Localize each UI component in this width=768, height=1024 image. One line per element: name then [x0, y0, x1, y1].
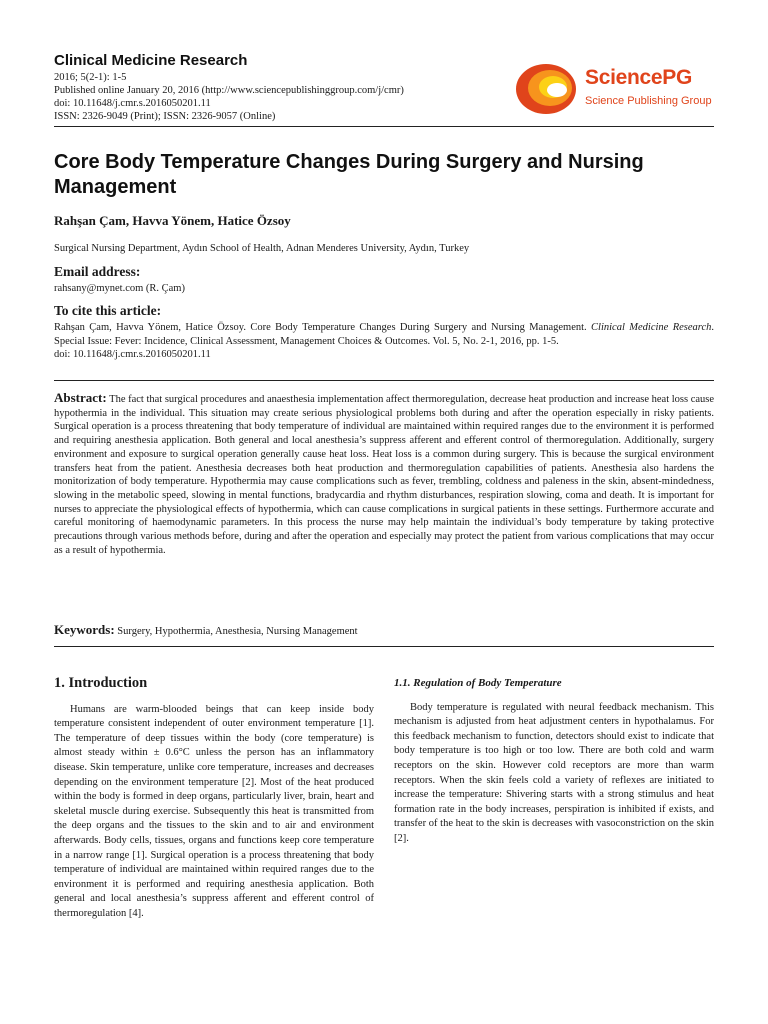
citation-part-2: . Special Issue: Fever: Incidence, Clinical Assessment, Management Choices & Outcomes. Vol. 5, No. 2-1, 2016, pp. 1-5. [54, 322, 715, 347]
authors: Rahşan Çam, Havva Yönem, Hatice Özsoy [54, 213, 291, 228]
keywords [54, 622, 358, 638]
email-label: Email address: [54, 264, 141, 279]
subsection-heading: 1.1. Regulation of Body Temperature [394, 677, 562, 689]
body-top-rule [54, 646, 714, 647]
abstract-top-rule [54, 380, 714, 381]
logo-subtitle: Science Publishing Group [585, 95, 712, 107]
affiliation: Surgical Nursing Department, Aydın School of Health, Adnan Menderes University, Aydın, Turkey [54, 243, 470, 254]
citation-doi[interactable]: doi: 10.11648/j.cmr.s.2016050201.11 [54, 349, 211, 360]
citation-section [54, 303, 714, 362]
abstract-text: The fact that surgical procedures and anaesthesia implementation affect thermoregulation, decrease heat production and increase heat loss cause hypothermia in the individual. This situation may create serious physiological problems both during and after the operation especially in risky patients. Surgical operation is a process threatening that body temperature of individual are maintained within required ranges due to the environment it is performed and requiring anesthesia application. Both general and local anesthesia’s suppress afferent and efferent control of thermoregulation. Additionally, surgery environment and exposure to surgical operation generally cause heat loss. Heat loss is a common during surgery. This is because the surgical environment transfers heat from the patient. Anesthesia decreases both heat production and thermoregulation capabilities of patients. Anesthesia also hardens the monitorization of body temperature. Hypothermia may cause complications such as fever, trembling, coldness and paleness in the skin, absent-mindedness, slowing in the metabolic speed, slowing in mental functions, bradycardia and rhythm disturbances, respiration slowing, coma and death. It is important for nurses to appreciate the physiological effects of hypothermia, which can cause complications in surgical patients in these settings. Furthermore accurate and careful monitoring of haemodynamic parameters. In this process the nurse may help maintain the individual’s body temperature by taking protective precautions through various methods before, during and after the operation and especially may protect the patient from various complications that may occur as a result of hypothermia. [54, 394, 715, 556]
cite-label: To cite this article: [54, 303, 162, 318]
article-title: Core Body Temperature Changes During Surgery and Nursing Management [54, 151, 644, 198]
regulation-paragraph: Body temperature is regulated with neural feedback mechanism. This mechanism is adjusted from heat adjustment centers in hypothalamus. For this feedback mechanism to function, detectors should exist to indicate that body temperature is too high or too low. There are both cold and warm receptors on the skin. However cold receptors are more than warm receptors. When the skin feels cold a variety of reflexes are initiated to increase the temperature: Shivering starts with a strong stimulus and heat formation rate in the body increases, perspiration is inhibited if exists, and transfer of the heat to the skin is decreases with vasoconstriction on the skin [2]. [394, 701, 714, 844]
keywords-text: Surgery, Hypothermia, Anesthesia, Nursing Management [117, 626, 358, 637]
header-rule [54, 126, 714, 127]
journal-name: Clinical Medicine Research [54, 52, 248, 69]
logo-name: SciencePG [585, 66, 693, 89]
citation-text [54, 321, 714, 348]
journal-issue: 2016; 5(2-1): 1-5 [54, 72, 127, 83]
intro-heading: 1. Introduction [54, 675, 148, 691]
body-right-column [394, 668, 714, 847]
abstract [54, 391, 714, 557]
sciencepg-logo [513, 60, 713, 118]
intro-paragraph: Humans are warm-blooded beings that can keep inside body temperature consistent independent of outer environment temperature [1]. The temperature of deep tissues within the body (core temperature) is almost steady within ± 0.6°C unless the person has an inflammatory disease. Skin temperature, unlike core temperature, increases and decreases depending on the environment temperature [2]. Most of the heat produced within the body is formed in deep organs, particularly liver, brain, heart and skeletal muscle during exercise. Subsequently this heat is transmitted from the deep organs and the tissues to the skin and to air and environment afterwards. Body cells, tissues, organs and functions keep core temperature in a narrow range [1]. Surgical operation is a process threatening that body temperature of individual are maintained within required ranges due to the environment it is performed and requiring anesthesia application. Both general and local anesthesia’s suppress afferent and efferent control of thermoregulation [4]. [54, 703, 374, 919]
journal-doi: doi: 10.11648/j.cmr.s.2016050201.11 [54, 98, 211, 109]
journal-issn: ISSN: 2326-9049 (Print); ISSN: 2326-9057 (Online) [54, 111, 276, 122]
body-left-column [54, 676, 374, 922]
published-line: Published online January 20, 2016 (http://www.sciencepublishinggroup.com/j/cmr) [54, 85, 404, 96]
abstract-label: Abstract: [54, 390, 107, 405]
citation-part-1: Rahşan Çam, Havva Yönem, Hatice Özsoy. Core Body Temperature Changes During Surgery and Nursing Management. [54, 322, 592, 333]
journal-header [54, 52, 474, 123]
keywords-label: Keywords: [54, 622, 115, 637]
email-address[interactable]: rahsany@mynet.com (R. Çam) [54, 283, 185, 294]
citation-journal: Clinical Medicine Research [591, 322, 712, 333]
logo-swirl-icon [513, 60, 583, 118]
email-section [54, 264, 714, 296]
